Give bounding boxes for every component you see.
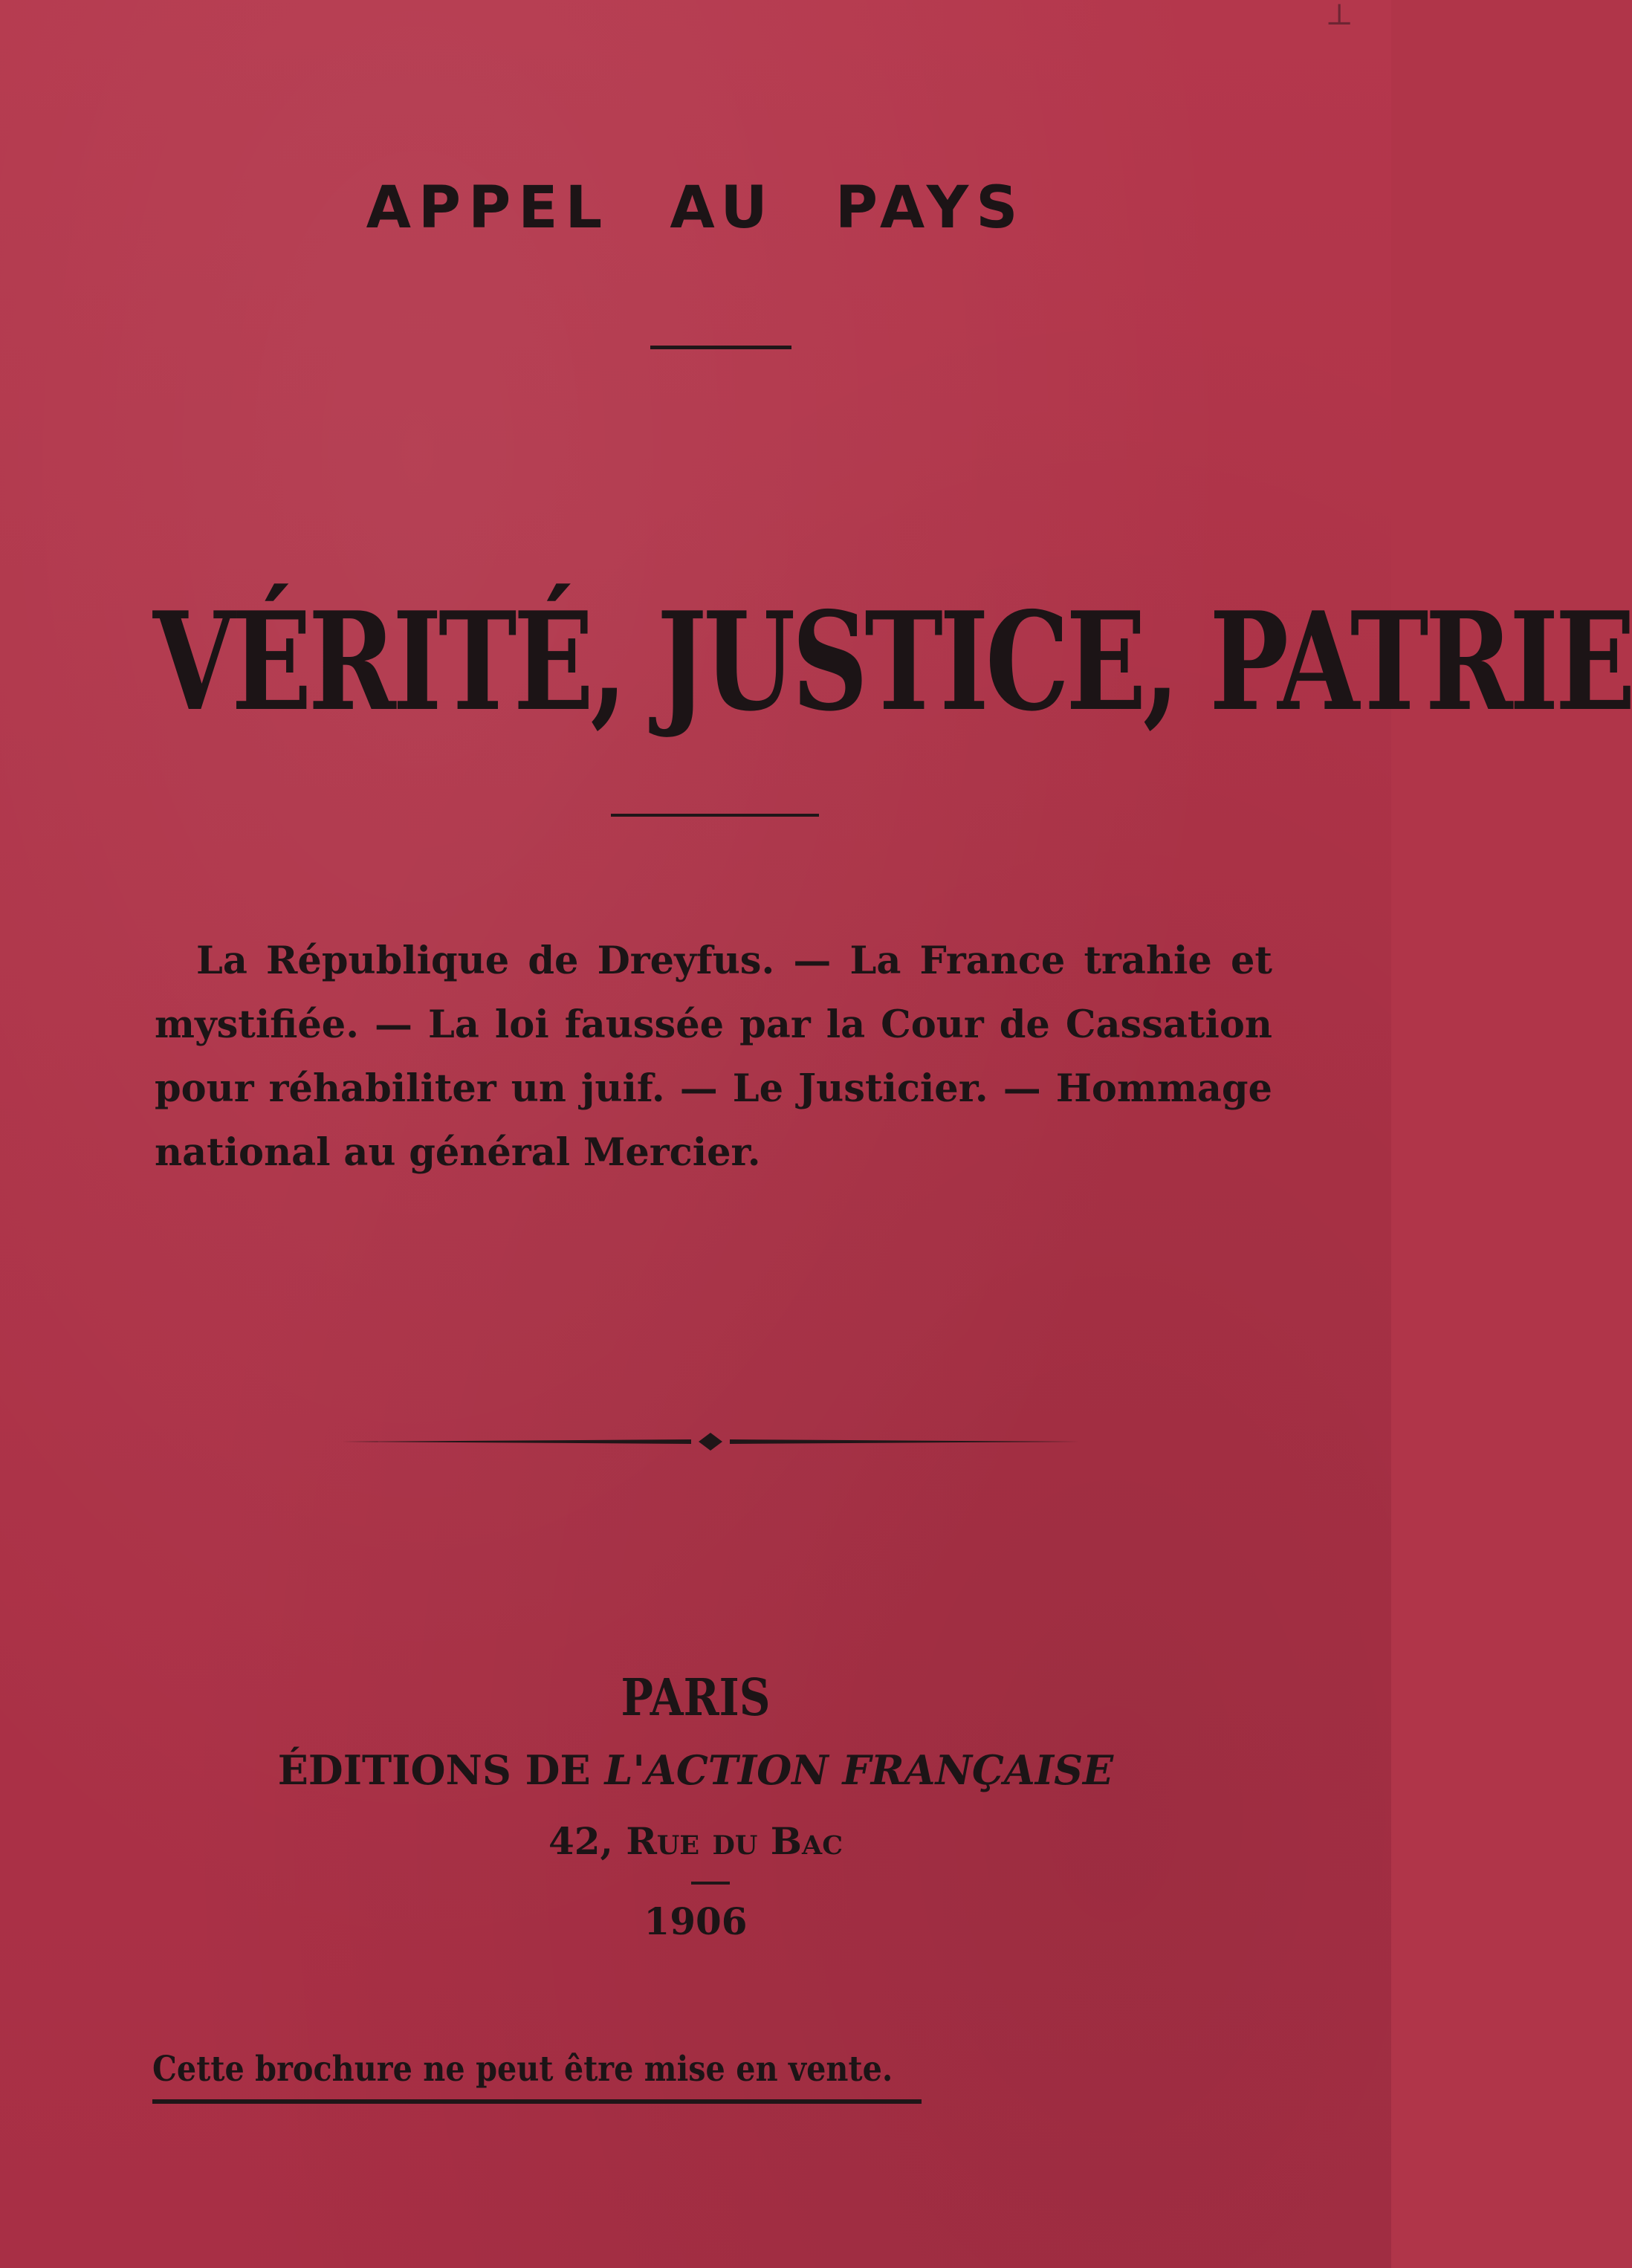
subtitle-paragraph: La République de Dreyfus. — La France trahie et mystifiée. — La loi faussée par la Cour de Cassation pour réhabiliter un juif. — Le Justicier. — Hommage national au général Mercier. (155, 939, 1272, 1175)
main-title: VÉRITÉ, JUSTICE, PATRIE (152, 582, 1632, 741)
ornamental-rule-diamond (699, 1433, 722, 1451)
publication-year: 1906 (644, 1899, 748, 1943)
ornamental-rule-left (342, 1439, 691, 1444)
publisher-city: PARIS (621, 1668, 771, 1728)
ornamental-rule (342, 1427, 1079, 1457)
divider-rule-middle (611, 814, 819, 817)
ornamental-rule-right (730, 1439, 1079, 1444)
divider-rule-top (650, 346, 791, 349)
publisher-address: 42, Rue du Bac (548, 1819, 843, 1863)
publisher-name: L'ACTION FRANÇAISE (604, 1746, 1114, 1794)
divider-rule-short (691, 1882, 730, 1885)
publisher-prefix: ÉDITIONS DE (277, 1746, 591, 1794)
sale-notice: Cette brochure ne peut être mise en vente. (152, 2049, 893, 2090)
series-title: APPEL AU PAYS (366, 175, 1026, 242)
corner-mark: ⊥ (1325, 0, 1353, 32)
publisher-line (0, 1746, 1391, 1794)
sale-notice-underline (152, 2099, 922, 2104)
